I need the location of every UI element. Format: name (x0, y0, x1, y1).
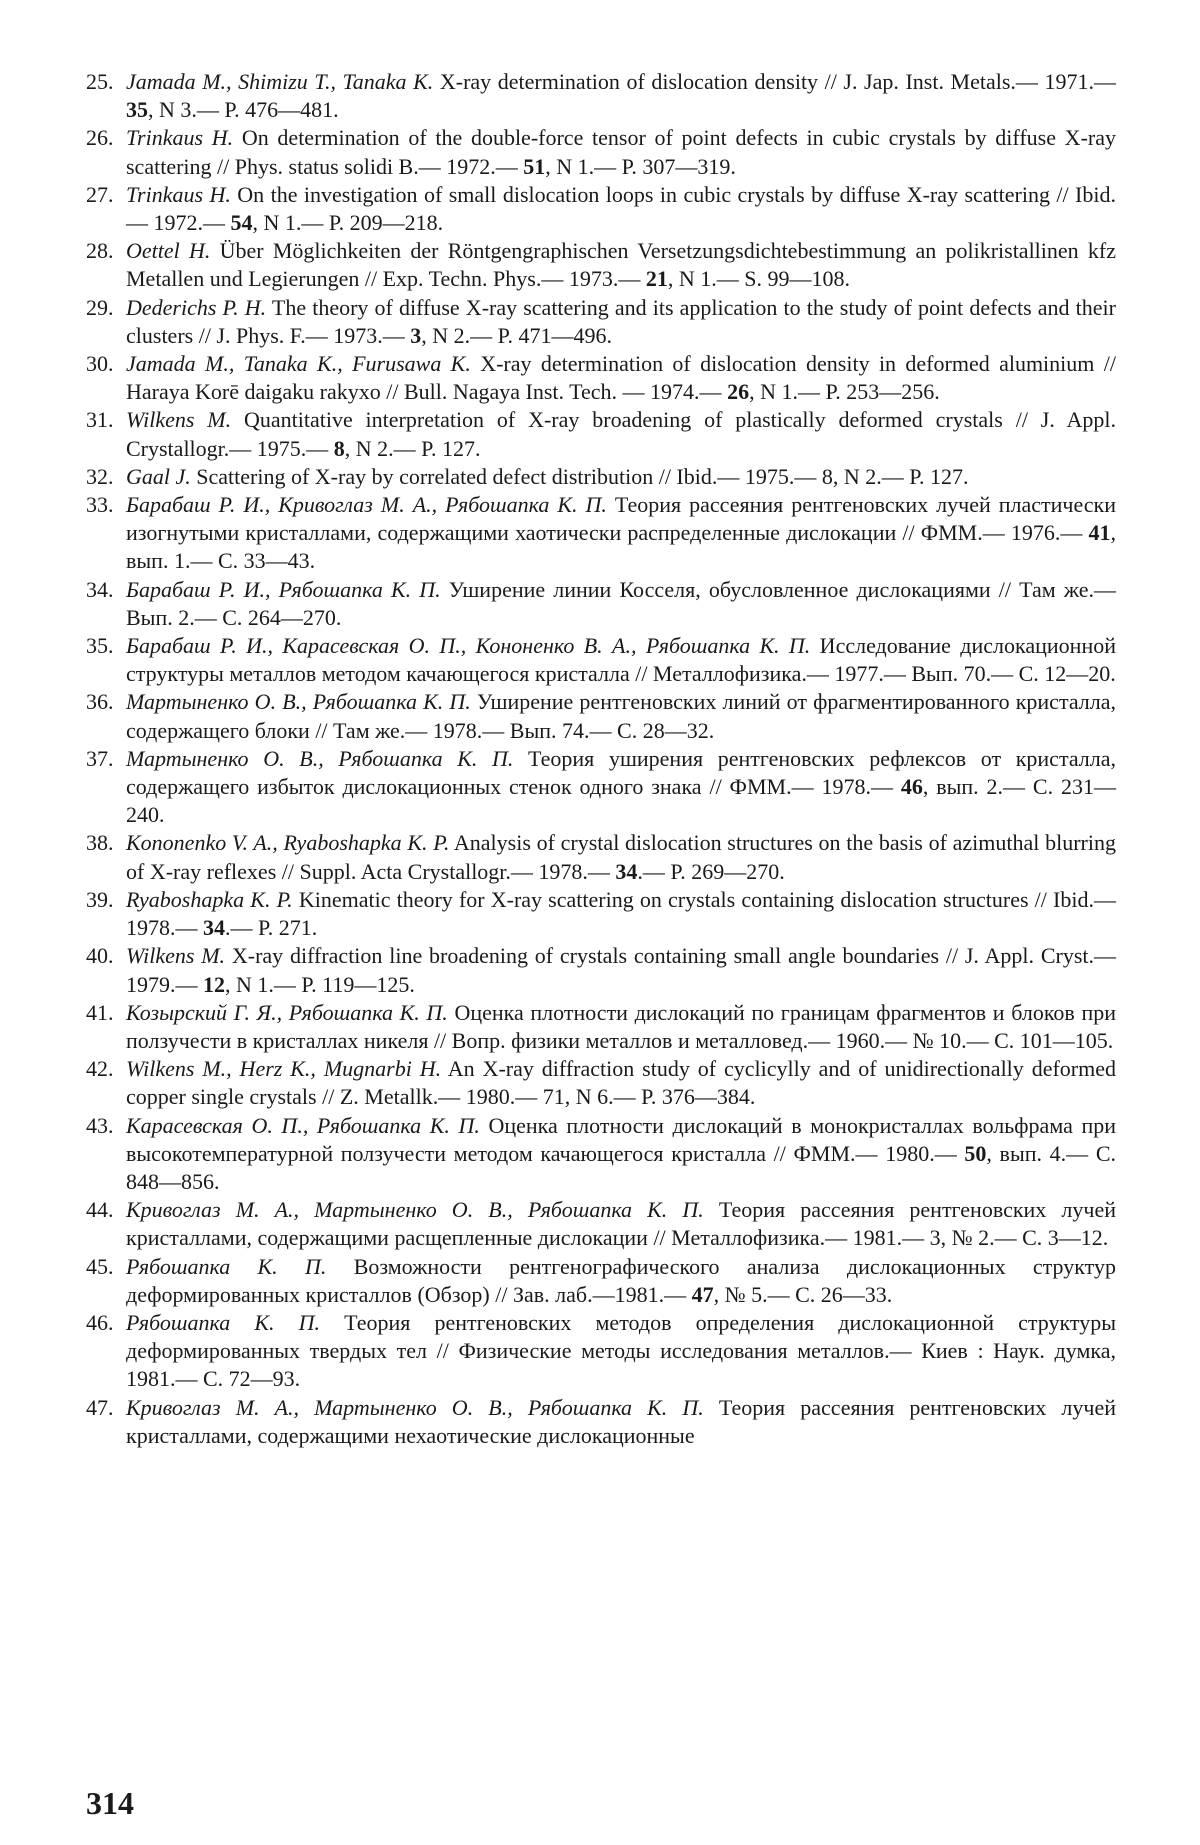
reference-number: 39. (86, 886, 114, 912)
reference-number: 30. (86, 351, 114, 377)
reference-text: Оценка плотности дислокаций по границам фрагментов и блоков при ползучести в кристаллах никеля // Вопр. физики металлов и металловед.— 1960.— № 10.— С. 101—105. (126, 999, 1116, 1053)
reference-pages: .— P. 271. (225, 915, 318, 941)
reference-text: Теория рассеяния рентгеновских лучей кристаллами, содержащими нехаотические дислокационные (126, 1394, 1116, 1448)
reference-volume: 26 (727, 379, 750, 405)
reference-volume: 41 (1088, 520, 1111, 546)
reference-number: 47. (86, 1394, 114, 1420)
reference-text: On the investigation of small dislocation loops in cubic crystals by diffuse X-ray scattering // Ibid.— 1972.— (126, 181, 1116, 236)
reference-pages: , N 1.— P. 119—125. (225, 971, 415, 997)
reference-text: Теория рассеяния рентгеновских лучей кристаллами, содержащими расщепленные дислокации // Металлофизика.— 1981.— 3, № 2.— С. 3—12. (126, 1197, 1116, 1251)
reference-volume: 50 (964, 1140, 987, 1166)
reference-pages: , N 3.— P. 476—481. (148, 97, 339, 123)
reference-authors: Барабаш Р. И., Кривоглаз М. А., Рябошапка К. П. (126, 492, 607, 518)
reference-text: An X-ray diffraction study of cyclicylly and of unidirectionally deformed copper single crystals // Z. Metallk.— 1980.— 71, N 6.— P. 376—384. (126, 1056, 1116, 1110)
reference-authors: Мартыненко О. В., Рябошапка К. П. (126, 689, 471, 715)
reference-volume: 46 (900, 774, 923, 800)
reference-text: Исследование дислокационной структуры металлов методом качающегося кристалла // Металлофизика.— 1977.— Вып. 70.— С. 12—20. (126, 633, 1116, 687)
reference-pages: , N 1.— S. 99—108. (667, 266, 850, 292)
reference-authors: Kononenko V. A., Ryaboshapka K. P. (126, 830, 450, 856)
reference-list (86, 68, 1116, 1450)
reference-volume: 8 (333, 435, 345, 461)
reference-item (86, 1196, 1116, 1252)
reference-number: 41. (86, 999, 114, 1025)
reference-pages: , N 1.— P. 209—218. (252, 210, 444, 236)
reference-text: Уширение линии Косселя, обусловленное дислокациями // Там же.— Вып. 2.— С. 264—270. (126, 576, 1116, 630)
reference-number: 34. (86, 576, 114, 602)
reference-number: 37. (86, 745, 114, 771)
reference-authors: Oettel H. (126, 238, 211, 264)
reference-authors: Барабаш Р. И., Рябошапка К. П. (126, 576, 441, 602)
reference-text: X-ray determination of dislocation density in deformed aluminium // Haraya Korē daigaku rakyxo // Bull. Nagaya Inst. Tech. — 1974.— (126, 351, 1116, 405)
reference-text: Über Möglichkeiten der Röntgengraphischen Versetzungsdichtebestimmung an polikristallinen kfz Metallen und Legierungen // Exp. Techn. Phys.— 1973.— (126, 238, 1116, 292)
reference-pages: .— P. 269—270. (637, 858, 785, 884)
reference-volume: 21 (645, 266, 668, 292)
reference-authors: Козырский Г. Я., Рябошапка К. П. (126, 999, 448, 1025)
reference-item (86, 999, 1116, 1055)
reference-item (86, 491, 1116, 576)
page-number: 314 (86, 1785, 134, 1821)
reference-number: 32. (86, 463, 114, 489)
reference-authors: Карасевская О. П., Рябошапка К. П. (126, 1112, 480, 1138)
reference-item (86, 1112, 1116, 1197)
reference-number: 25. (86, 69, 114, 94)
reference-item (86, 68, 1116, 124)
reference-number: 27. (86, 181, 114, 207)
reference-item (86, 632, 1116, 688)
reference-number: 46. (86, 1309, 114, 1335)
reference-number: 26. (86, 125, 114, 151)
reference-text: Теория рентгеновских методов определения дислокационной структуры деформированных твердых тел // Физические методы исследования металлов.— Киев : Наук. думка, 1981.— С. 72—93. (126, 1309, 1116, 1392)
reference-authors: Jamada M., Shimizu T., Tanaka K. (126, 69, 434, 94)
reference-number: 33. (86, 492, 114, 518)
reference-text: Quantitative interpretation of X-ray broadening of plastically deformed crystals // J. Appl. Crystallogr.— 1975.— (126, 407, 1116, 461)
reference-authors: Рябошапка К. П. (126, 1253, 327, 1279)
reference-item (86, 463, 1116, 491)
reference-item (86, 1394, 1116, 1450)
reference-volume: 34 (203, 915, 225, 941)
reference-number: 44. (86, 1197, 114, 1223)
reference-authors: Gaal J. (126, 463, 191, 489)
reference-text: Возможности рентгенографического анализа дислокационных структур деформированных кристаллов (Обзор) // Зав. лаб.—1981.— (126, 1253, 1116, 1307)
reference-authors: Кривоглаз М. А., Мартыненко О. В., Рябошапка К. П. (126, 1197, 704, 1223)
reference-text: Scattering of X-ray by correlated defect distribution // Ibid.— 1975.— 8, N 2.— P. 127. (190, 463, 969, 489)
reference-item (86, 181, 1116, 237)
reference-volume: 35 (126, 97, 148, 123)
reference-text: X-ray determination of dislocation density // J. Jap. Inst. Metals.— 1971.— (433, 69, 1116, 94)
reference-number: 38. (86, 830, 114, 856)
reference-pages: , вып. 2.— С. 231—240. (126, 774, 1116, 828)
reference-volume: 47 (691, 1281, 714, 1307)
reference-volume: 34 (615, 858, 638, 884)
reference-text: The theory of diffuse X-ray scattering and its application to the study of point defects and their clusters // J. Phys. F.— 1973.— (126, 294, 1116, 348)
reference-authors: Барабаш Р. И., Карасевская О. П., Кононенко В. А., Рябошапка К. П. (126, 633, 811, 659)
reference-number: 31. (86, 407, 114, 433)
reference-pages: , № 5.— С. 26—33. (713, 1281, 893, 1307)
reference-volume: 54 (230, 210, 253, 236)
reference-authors: Trinkaus H. (126, 125, 234, 151)
reference-authors: Trinkaus H. (126, 181, 231, 207)
reference-number: 40. (86, 943, 114, 969)
reference-volume: 12 (203, 971, 225, 997)
reference-item (86, 350, 1116, 406)
reference-text: Теория рассеяния рентгеновских лучей пластически изогнутыми кристаллами, содержащими хаотически распределенные дислокации // ФММ.— 1976.— (126, 492, 1116, 546)
reference-number: 29. (86, 294, 114, 320)
reference-authors: Мартыненко О. В., Рябошапка К. П. (126, 745, 514, 771)
reference-text: Теория уширения рентгеновских рефлексов от кристалла, содержащего избыток дислокационных стенок одного знака // ФММ.— 1978.— (126, 745, 1117, 800)
reference-pages: , N 2.— P. 471—496. (421, 322, 612, 348)
reference-authors: Рябошапка К. П. (126, 1309, 320, 1335)
reference-item (86, 237, 1116, 293)
reference-item (86, 886, 1116, 942)
reference-item (86, 1253, 1116, 1309)
reference-pages: , N 1.— P. 253—256. (749, 379, 940, 405)
reference-authors: Ryaboshapka K. P. (126, 886, 293, 912)
reference-text: X-ray diffraction line broadening of crystals containing small angle boundaries // J. Appl. Cryst.— 1979.— (126, 943, 1116, 997)
reference-item (86, 1309, 1116, 1394)
reference-authors: Dederichs P. H. (126, 294, 267, 320)
reference-item (86, 124, 1116, 180)
reference-number: 28. (86, 238, 114, 264)
reference-authors: Wilkens M., Herz K., Mugnarbi H. (126, 1056, 442, 1082)
reference-authors: Wilkens M. (126, 407, 232, 433)
reference-volume: 51 (523, 153, 546, 179)
reference-item (86, 406, 1116, 462)
reference-volume: 3 (410, 322, 422, 348)
reference-item (86, 294, 1116, 350)
reference-item (86, 688, 1116, 744)
reference-pages: , вып. 1.— С. 33—43. (126, 520, 1116, 574)
reference-number: 45. (86, 1253, 114, 1279)
reference-text: Уширение рентгеновских линий от фрагментированного кристалла, содержащего блоки // Там же.— 1978.— Вып. 74.— С. 28—32. (126, 689, 1117, 743)
reference-pages: , вып. 4.— С. 848—856. (126, 1140, 1117, 1194)
reference-authors: Wilkens M. (126, 943, 226, 969)
reference-item (86, 576, 1116, 632)
reference-text: Analysis of crystal dislocation structures on the basis of azimuthal blurring of X-ray reflexes // Suppl. Acta Crystallogr.— 1978.— (126, 830, 1116, 884)
reference-number: 36. (86, 689, 114, 715)
reference-authors: Jamada M., Tanaka K., Furusawa K. (126, 351, 471, 377)
reference-pages: , N 1.— P. 307—319. (545, 153, 736, 179)
reference-text: Kinematic theory for X-ray scattering on crystals containing dislocation structures // Ibid.— 1978.— (126, 886, 1116, 941)
reference-item (86, 1055, 1116, 1111)
reference-item (86, 745, 1116, 830)
reference-text: Оценка плотности дислокаций в монокристаллах вольфрама при высокотемпературной ползучести методом качающегося кристалла // ФММ.— 1980.— (126, 1112, 1117, 1166)
reference-text: On determination of the double-force tensor of point defects in cubic crystals by diffuse X-ray scattering // Phys. status solidi B.— 1972.— (126, 125, 1116, 179)
reference-item (86, 829, 1116, 885)
reference-number: 43. (86, 1112, 114, 1138)
reference-pages: , N 2.— P. 127. (344, 435, 481, 461)
reference-item (86, 942, 1116, 998)
reference-number: 42. (86, 1056, 114, 1082)
reference-authors: Кривоглаз М. А., Мартыненко О. В., Рябошапка К. П. (126, 1394, 704, 1420)
reference-number: 35. (86, 633, 114, 659)
